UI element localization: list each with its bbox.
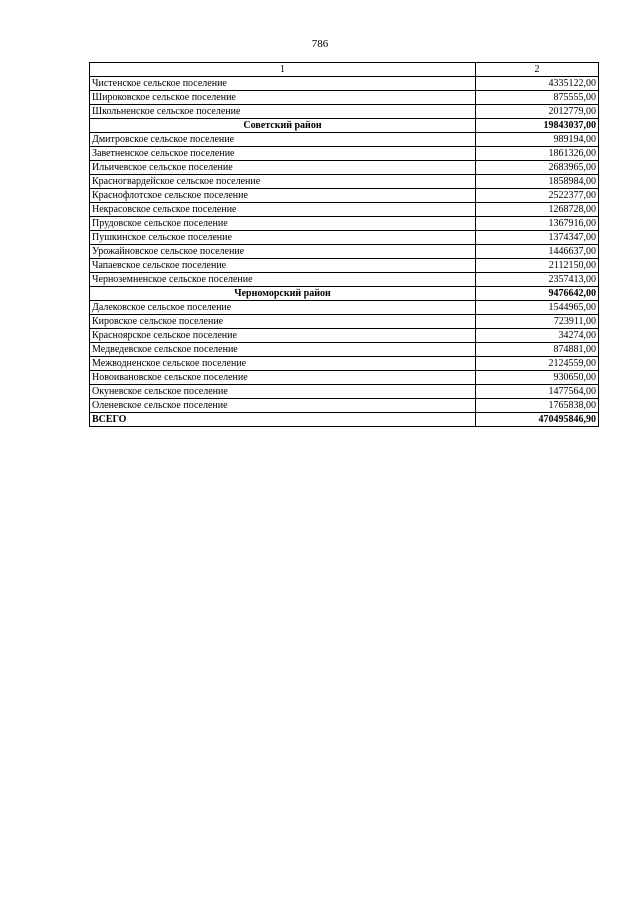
amount-cell: 1268728,00 bbox=[476, 203, 599, 217]
table-row bbox=[90, 385, 599, 399]
amount-cell: 1477564,00 bbox=[476, 385, 599, 399]
table-row bbox=[90, 189, 599, 203]
settlement-name: Широковское сельское поселение bbox=[90, 91, 476, 105]
amount-cell: 2522377,00 bbox=[476, 189, 599, 203]
settlement-name: Краснофлотское сельское поселение bbox=[90, 189, 476, 203]
amount-cell: 2012779,00 bbox=[476, 105, 599, 119]
amount-cell: 1858984,00 bbox=[476, 175, 599, 189]
district-name: Советский район bbox=[90, 119, 476, 133]
district-row bbox=[90, 119, 599, 133]
settlement-name: Чапаевское сельское поселение bbox=[90, 259, 476, 273]
settlement-name: Некрасовское сельское поселение bbox=[90, 203, 476, 217]
amount-cell: 1861326,00 bbox=[476, 147, 599, 161]
page-number: 786 bbox=[311, 38, 329, 50]
amount-cell: 1446637,00 bbox=[476, 245, 599, 259]
settlement-name: Урожайновское сельское поселение bbox=[90, 245, 476, 259]
settlement-name: Новоивановское сельское поселение bbox=[90, 371, 476, 385]
amount-cell: 930650,00 bbox=[476, 371, 599, 385]
settlement-name: Межводненское сельское поселение bbox=[90, 357, 476, 371]
table-row bbox=[90, 231, 599, 245]
amount-cell: 723911,00 bbox=[476, 315, 599, 329]
settlement-name: Школьненское сельское поселение bbox=[90, 105, 476, 119]
settlement-name: Заветненское сельское поселение bbox=[90, 147, 476, 161]
total-label: ВСЕГО bbox=[90, 413, 476, 427]
table-row bbox=[90, 133, 599, 147]
table-row bbox=[90, 217, 599, 231]
amount-cell: 9476642,00 bbox=[476, 287, 599, 301]
district-name: Черноморский район bbox=[90, 287, 476, 301]
amount-cell: 1765838,00 bbox=[476, 399, 599, 413]
table-body bbox=[90, 63, 599, 427]
amount-cell: 2112150,00 bbox=[476, 259, 599, 273]
settlement-name: Далековское сельское поселение bbox=[90, 301, 476, 315]
settlement-name: Прудовское сельское поселение bbox=[90, 217, 476, 231]
table-row bbox=[90, 357, 599, 371]
settlement-name: Чистенское сельское поселение bbox=[90, 77, 476, 91]
settlement-name: Пушкинское сельское поселение bbox=[90, 231, 476, 245]
total-amount: 470495846,90 bbox=[476, 413, 599, 427]
table-row bbox=[90, 343, 599, 357]
amount-cell: 1367916,00 bbox=[476, 217, 599, 231]
amount-cell: 1374347,00 bbox=[476, 231, 599, 245]
settlement-name: Оленевское сельское поселение bbox=[90, 399, 476, 413]
amount-cell: 2124559,00 bbox=[476, 357, 599, 371]
amount-cell: 2357413,00 bbox=[476, 273, 599, 287]
table-row bbox=[90, 273, 599, 287]
settlement-name: Красногвардейское сельское поселение bbox=[90, 175, 476, 189]
settlement-name: Окуневское сельское поселение bbox=[90, 385, 476, 399]
table-header-row bbox=[90, 63, 599, 77]
table-row bbox=[90, 371, 599, 385]
column-header-name: 1 bbox=[90, 63, 476, 77]
amount-cell: 1544965,00 bbox=[476, 301, 599, 315]
amount-cell: 34274,00 bbox=[476, 329, 599, 343]
amount-cell: 4335122,00 bbox=[476, 77, 599, 91]
table-row bbox=[90, 147, 599, 161]
table-row bbox=[90, 91, 599, 105]
allocation-table bbox=[89, 62, 599, 427]
table-row bbox=[90, 245, 599, 259]
table-row bbox=[90, 161, 599, 175]
table-row bbox=[90, 301, 599, 315]
district-row bbox=[90, 287, 599, 301]
table-row bbox=[90, 77, 599, 91]
table-row bbox=[90, 175, 599, 189]
total-row bbox=[90, 413, 599, 427]
table-row bbox=[90, 399, 599, 413]
amount-cell: 19843037,00 bbox=[476, 119, 599, 133]
amount-cell: 874881,00 bbox=[476, 343, 599, 357]
table-row bbox=[90, 329, 599, 343]
table-row bbox=[90, 203, 599, 217]
amount-cell: 2683965,00 bbox=[476, 161, 599, 175]
settlement-name: Медведевское сельское поселение bbox=[90, 343, 476, 357]
amount-cell: 989194,00 bbox=[476, 133, 599, 147]
amount-cell: 875555,00 bbox=[476, 91, 599, 105]
column-header-value: 2 bbox=[476, 63, 599, 77]
settlement-name: Дмитровское сельское поселение bbox=[90, 133, 476, 147]
settlement-name: Кировское сельское поселение bbox=[90, 315, 476, 329]
table-row bbox=[90, 259, 599, 273]
settlement-name: Ильичевское сельское поселение bbox=[90, 161, 476, 175]
table-row bbox=[90, 105, 599, 119]
table-row bbox=[90, 315, 599, 329]
settlement-name: Черноземненское сельское поселение bbox=[90, 273, 476, 287]
settlement-name: Краснoярское сельское поселение bbox=[90, 329, 476, 343]
